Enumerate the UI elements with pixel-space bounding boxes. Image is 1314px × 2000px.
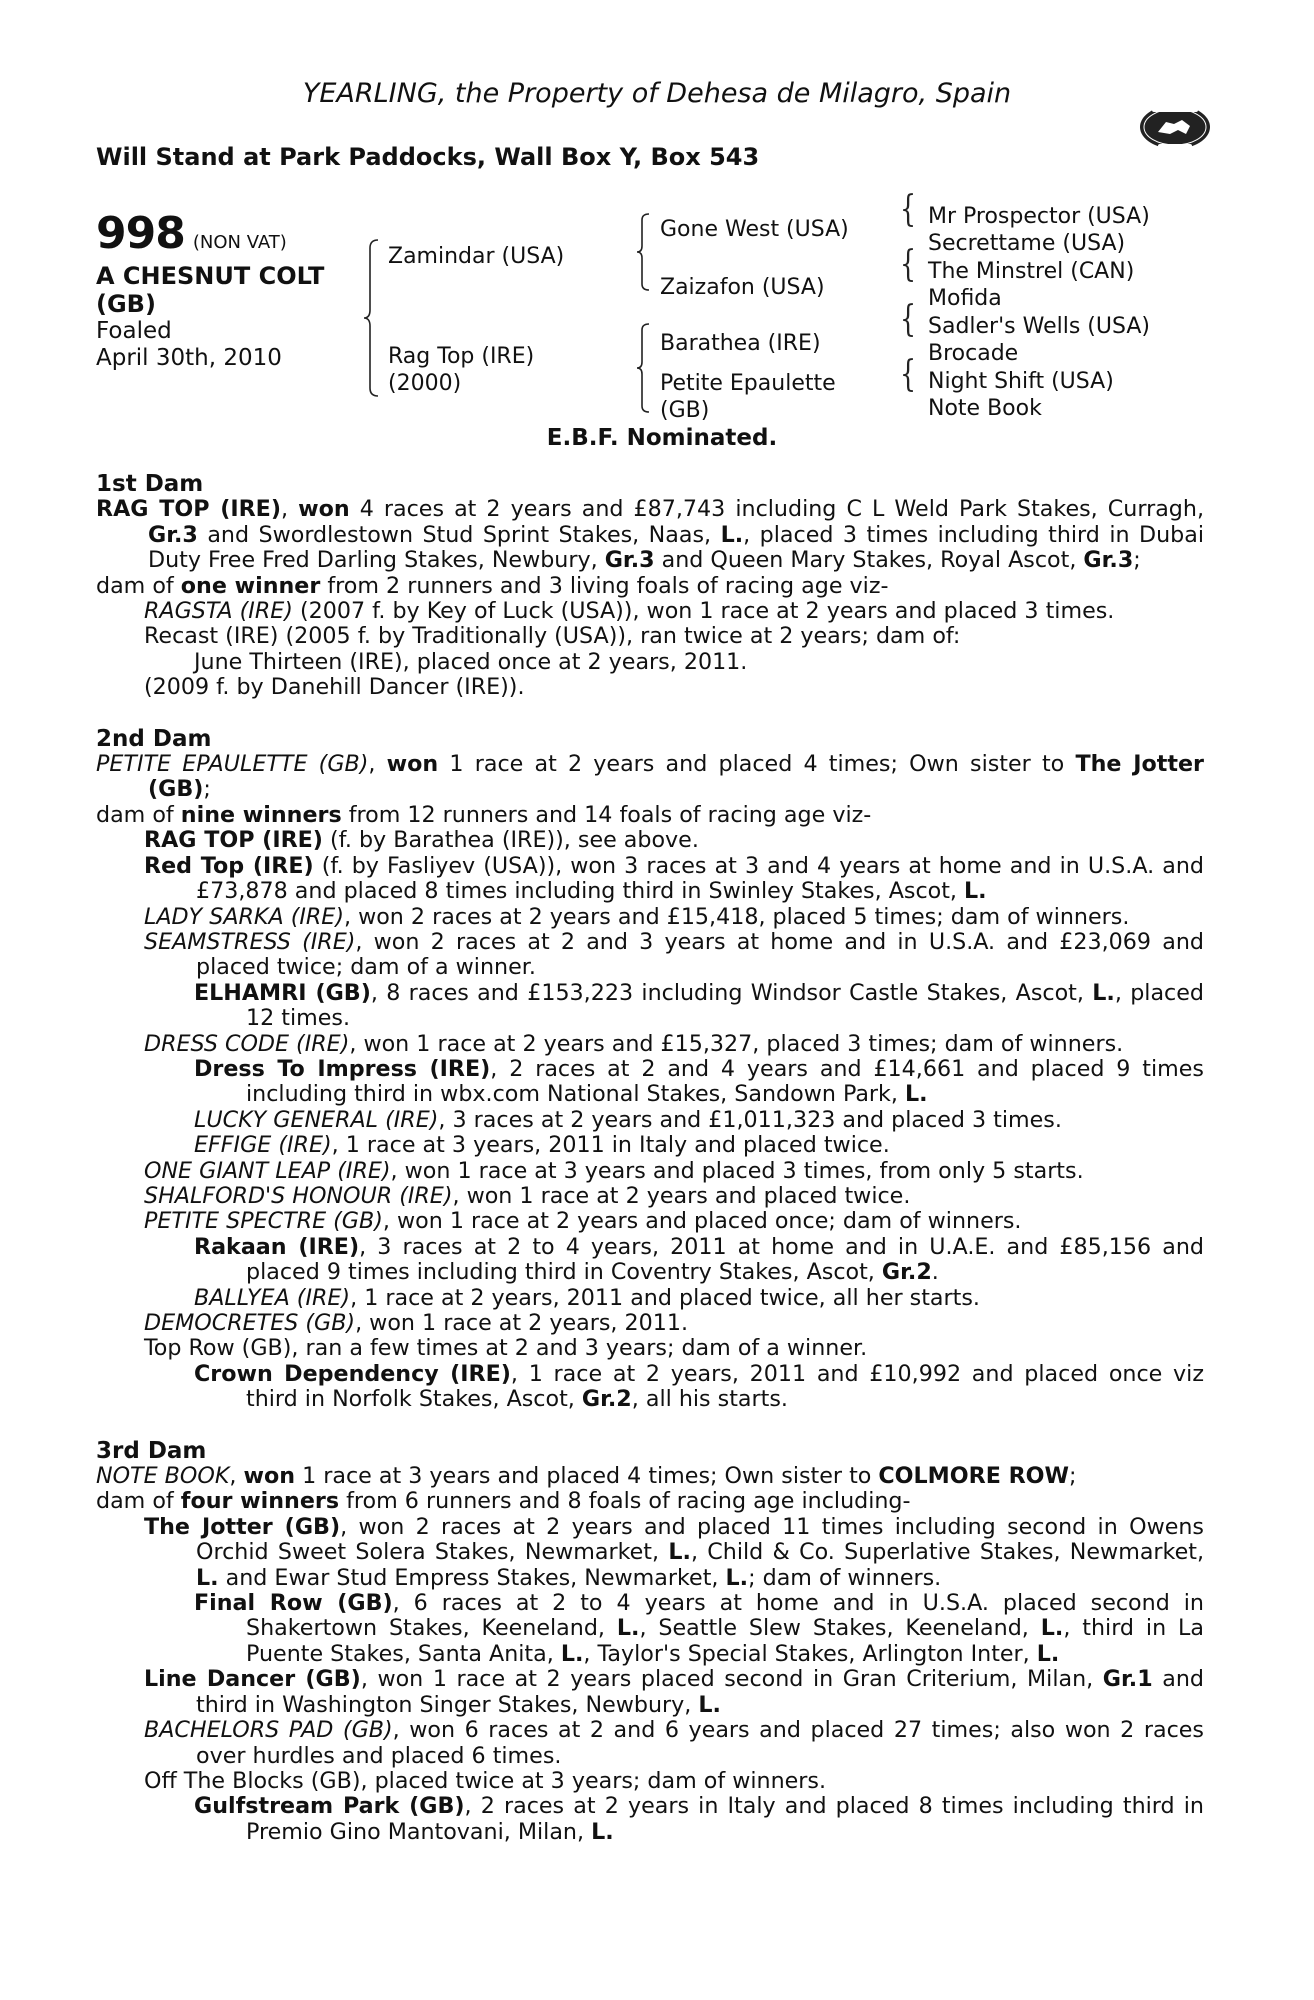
pedigree-entry: Off The Blocks (GB), placed twice at 3 years; dam of winners. — [144, 1767, 827, 1794]
pedigree-entry: Gulfstream Park (GB), 2 races at 2 years in Italy and placed 8 times including third in Premio Gino Mantovani, Milan, L. — [194, 1793, 1204, 1845]
vat-status: (NON VAT) — [192, 232, 287, 253]
pedigree-gen2-3: Barathea (IRE) — [660, 331, 821, 356]
pedigree-gen3-8: Note Book — [928, 396, 1042, 421]
pedigree-entry: Final Row (GB), 6 races at 2 to 4 years at home and in U.S.A. placed second in Shakertown Stakes, Keeneland, L., Seattle Slew Stakes, Keeneland, L., third in La Puente Stakes, Santa Anita, L., Taylor's Special Stakes, Arlington Inter, L. — [194, 1590, 1204, 1667]
ebf-nomination: E.B.F. Nominated. — [546, 425, 778, 451]
pedigree-entry: (2009 f. by Danehill Dancer (IRE)). — [144, 674, 525, 701]
pedigree-entry: BACHELORS PAD (GB), won 6 races at 2 and 6 years and placed 27 times; also won 2 races over hurdles and placed 6 times. — [144, 1717, 1204, 1769]
pedigree-brace-gen3-2: { — [900, 244, 917, 285]
pedigree-entry: dam of nine winners from 12 runners and 14 foals of racing age viz- — [96, 801, 872, 828]
pedigree-brace-sire — [636, 212, 652, 292]
pedigree-entry: ELHAMRI (GB), 8 races and £153,223 including Windsor Castle Stakes, Ascot, L., placed 12 times. — [194, 979, 1204, 1032]
pedigree-entry: PETITE SPECTRE (GB), won 1 race at 2 years and placed once; dam of winners. — [144, 1208, 1022, 1235]
section-gap — [96, 701, 1204, 727]
pedigree-brace-gen3-1: { — [900, 189, 917, 230]
foaled-date: April 30th, 2010 — [96, 345, 282, 371]
pedigree-gen3-5: Sadler's Wells (USA) — [928, 314, 1150, 339]
pedigree-entry: BALLYEA (IRE), 1 race at 2 years, 2011 and placed twice, all her starts. — [194, 1284, 980, 1311]
pedigree-brace-gen3-4: { — [900, 354, 917, 395]
pedigree-entry: LADY SARKA (IRE), won 2 races at 2 years and £15,418, placed 5 times; dam of winners. — [144, 903, 1130, 930]
pedigree-brace-dam — [636, 322, 652, 414]
pedigree-entry: SHALFORD'S HONOUR (IRE), won 1 race at 2 years and placed twice. — [144, 1182, 911, 1209]
lot-country: (GB) — [96, 290, 156, 318]
pedigree-entry: Red Top (IRE) (f. by Fasliyev (USA)), won 3 races at 3 and 4 years at home and in U.S.A. and £73,878 and placed 8 times including third in Swinley Stakes, Ascot, L. — [144, 852, 1204, 905]
foaled-label: Foaled — [96, 318, 172, 344]
pedigree-entry: Rakaan (IRE), 3 races at 2 to 4 years, 2011 at home and in U.A.E. and £85,156 and placed 9 times including third in Coventry Stakes, Ascot, Gr.2. — [194, 1233, 1204, 1286]
pedigree-gen2-2: Zaizafon (USA) — [660, 275, 825, 300]
lot-number: 998 — [96, 208, 185, 259]
pedigree-entry: RAG TOP (IRE), won 4 races at 2 years and £87,743 including C L Weld Park Stakes, Curragh, Gr.3 and Swordlestown Stud Sprint Stakes, Naas, L., placed 3 times including third in Dubai Duty Free Fred Darling Stakes, Newbury, Gr.3 and Queen Mary Stakes, Royal Ascot, Gr.3; — [96, 496, 1205, 574]
pedigree-gen2-5: (GB) — [660, 398, 710, 423]
pedigree-entry: SEAMSTRESS (IRE), won 2 races at 2 and 3 years at home and in U.S.A. and £23,069 and placed twice; dam of a winner. — [144, 928, 1204, 981]
pedigree-entry: Recast (IRE) (2005 f. by Traditionally (USA)), ran twice at 2 years; dam of: — [144, 623, 961, 650]
pedigree-entry: EFFIGE (IRE), 1 race at 3 years, 2011 in Italy and placed twice. — [194, 1132, 890, 1159]
yearling-bonus-badge-icon — [1138, 100, 1212, 154]
section-title: 2nd Dam — [96, 725, 212, 752]
catalogue-header-title: YEARLING, the Property of Dehesa de Milagro, Spain — [302, 78, 1012, 109]
pedigree-entry: The Jotter (GB), won 2 races at 2 years and placed 11 times including second in Owens Orchid Sweet Solera Stakes, Newmarket, L., Child & Co. Superlative Stakes, Newmarket, L. and Ewar Stud Empress Stakes, Newmarket, L.; dam of winners. — [144, 1513, 1204, 1591]
pedigree-dam-year: (2000) — [388, 371, 462, 396]
pedigree-dam: Rag Top (IRE) — [388, 344, 535, 369]
pedigree-gen3-2: Secrettame (USA) — [928, 231, 1126, 256]
pedigree-brace-gen3-3: { — [900, 299, 917, 340]
pedigree-gen3-6: Brocade — [928, 341, 1019, 366]
pedigree-gen3-1: Mr Prospector (USA) — [928, 204, 1150, 229]
pedigree-entry: DEMOCRETES (GB), won 1 race at 2 years, 2011. — [144, 1310, 689, 1336]
pedigree-gen3-7: Night Shift (USA) — [928, 369, 1114, 394]
pedigree-entry: RAG TOP (IRE) (f. by Barathea (IRE)), see above. — [144, 827, 699, 854]
pedigree-entry: Top Row (GB), ran a few times at 2 and 3 years; dam of a winner. — [144, 1335, 868, 1362]
pedigree-entry: LUCKY GENERAL (IRE), 3 races at 2 years and £1,011,323 and placed 3 times. — [194, 1106, 1062, 1133]
pedigree-entry: Dress To Impress (IRE), 2 races at 2 and 4 years and £14,661 and placed 9 times including third in wbx.com National Stakes, Sandown Park, L. — [194, 1055, 1204, 1108]
pedigree-sire: Zamindar (USA) — [388, 244, 565, 269]
pedigree-entry: dam of one winner from 2 runners and 3 living foals of racing age viz- — [96, 572, 889, 599]
pedigree-entry: ONE GIANT LEAP (IRE), won 1 race at 3 years and placed 3 times, from only 5 starts. — [144, 1157, 1084, 1184]
pedigree-entry: June Thirteen (IRE), placed once at 2 years, 2011. — [194, 648, 748, 675]
pedigree-entry: PETITE EPAULETTE (GB), won 1 race at 2 years and placed 4 times; Own sister to The Jotter (GB); — [96, 751, 1205, 803]
pedigree-gen2-1: Gone West (USA) — [660, 217, 849, 242]
stand-location: Will Stand at Park Paddocks, Wall Box Y, Box 543 — [96, 143, 760, 171]
pedigree-entry: DRESS CODE (IRE), won 1 race at 2 years and £15,327, placed 3 times; dam of winners. — [144, 1030, 1124, 1057]
pedigree-gen3-3: The Minstrel (CAN) — [928, 259, 1135, 284]
pedigree-gen2-4: Petite Epaulette — [660, 371, 836, 396]
pedigree-gen3-4: Mofida — [928, 286, 1002, 311]
lot-heading — [96, 208, 287, 259]
section-title: 1st Dam — [96, 471, 204, 497]
section-title: 3rd Dam — [96, 1437, 207, 1464]
pedigree-entry: NOTE BOOK, won 1 race at 3 years and placed 4 times; Own sister to COLMORE ROW; — [96, 1463, 1077, 1490]
section-gap — [96, 1413, 1204, 1439]
pedigree-entry: RAGSTA (IRE) (2007 f. by Key of Luck (USA)), won 1 race at 2 years and placed 3 times. — [144, 598, 1115, 625]
pedigree-brace-gen1 — [362, 238, 382, 398]
lot-description: A CHESNUT COLT — [96, 262, 325, 290]
pedigree-entry: Crown Dependency (IRE), 1 race at 2 years, 2011 and £10,992 and placed once viz third in Norfolk Stakes, Ascot, Gr.2, all his starts. — [194, 1360, 1204, 1413]
pedigree-entry: Line Dancer (GB), won 1 race at 2 years placed second in Gran Criterium, Milan, Gr.1 and third in Washington Singer Stakes, Newbury, L. — [144, 1666, 1204, 1718]
dam-sections — [96, 472, 1204, 1845]
pedigree-entry: dam of four winners from 6 runners and 8 foals of racing age including- — [96, 1488, 911, 1515]
